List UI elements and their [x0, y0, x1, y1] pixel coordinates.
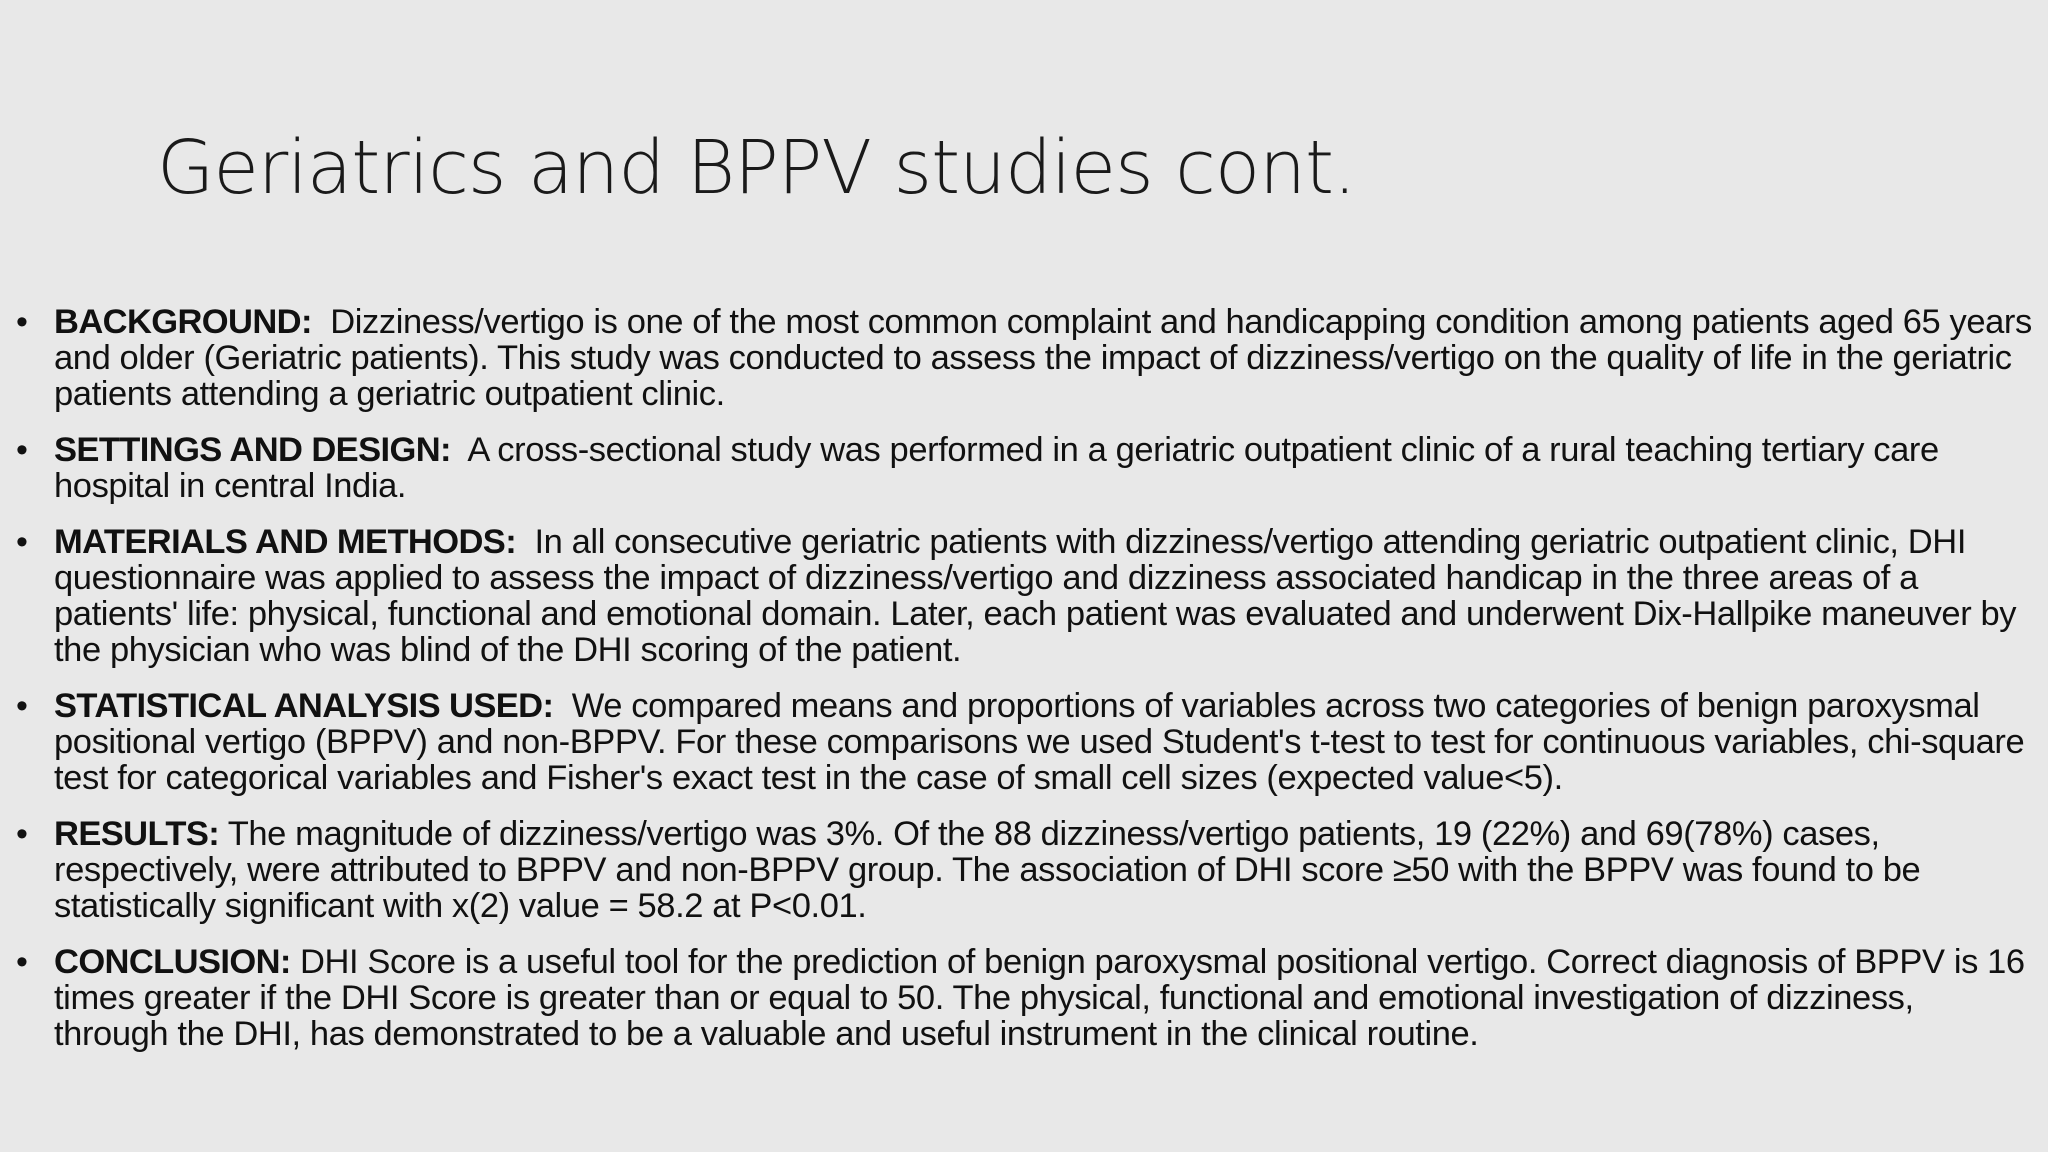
bullet-marker: •	[16, 523, 28, 561]
bullet-marker: •	[16, 431, 28, 469]
bullet-label: CONCLUSION:	[54, 943, 291, 981]
slide-title: Geriatrics and BPPV studies cont.	[157, 125, 1356, 211]
bullet-text: In all consecutive geriatric patients with dizziness/vertigo attending geriatric outpatient clinic, DHI questionnaire was applied to assess the impact of dizziness/vertigo and dizziness associated handicap in the three areas of a patients' life: physical, functional and emotional domain. Later, each patient was evaluated and underwent Dix-Hallpike maneuver by the physician who was blind of the DHI scoring of the patient.	[54, 523, 2017, 669]
bullet-marker: •	[16, 303, 28, 341]
bullet-label: RESULTS:	[54, 815, 220, 853]
bullet-text: A cross-sectional study was performed in a geriatric outpatient clinic of a rural teaching tertiary care hospital in central India.	[54, 431, 1939, 505]
bullet-label: BACKGROUND:	[54, 303, 312, 341]
bullet-results	[14, 816, 2034, 924]
bullet-statistical-analysis	[14, 688, 2034, 796]
bullet-label: SETTINGS AND DESIGN:	[54, 431, 451, 469]
bullet-label: MATERIALS AND METHODS:	[54, 523, 517, 561]
bullet-settings-and-design	[14, 432, 2034, 504]
bullet-list	[14, 304, 2034, 1072]
bullet-marker: •	[16, 687, 28, 725]
bullet-text: The magnitude of dizziness/vertigo was 3%. Of the 88 dizziness/vertigo patients, 19 (22%) and 69(78%) cases, respectively, were attributed to BPPV and non-BPPV group. The association of DHI score ≥50 with the BPPV was found to be statistically significant with x(2) value = 58.2 at P<0.01.	[54, 815, 1921, 925]
bullet-materials-and-methods	[14, 524, 2034, 668]
bullet-label: STATISTICAL ANALYSIS USED:	[54, 687, 554, 725]
bullet-text: Dizziness/vertigo is one of the most common complaint and handicapping condition among patients aged 65 years and older (Geriatric patients). This study was conducted to assess the impact of dizziness/vertigo on the quality of life in the geriatric patients attending a geriatric outpatient clinic.	[54, 303, 2032, 413]
bullet-background	[14, 304, 2034, 412]
bullet-text: We compared means and proportions of variables across two categories of benign paroxysmal positional vertigo (BPPV) and non-BPPV. For these comparisons we used Student's t-test to test for continuous variables, chi-square test for categorical variables and Fisher's exact test in the case of small cell sizes (expected value<5).	[54, 687, 2025, 797]
bullet-conclusion	[14, 944, 2034, 1052]
bullet-marker: •	[16, 943, 28, 981]
bullet-text: DHI Score is a useful tool for the prediction of benign paroxysmal positional vertigo. Correct diagnosis of BPPV is 16 times greater if the DHI Score is greater than or equal to 50. The physical, functional and emotional investigation of dizziness, through the DHI, has demonstrated to be a valuable and useful instrument in the clinical routine.	[54, 943, 2025, 1053]
bullet-marker: •	[16, 815, 28, 853]
